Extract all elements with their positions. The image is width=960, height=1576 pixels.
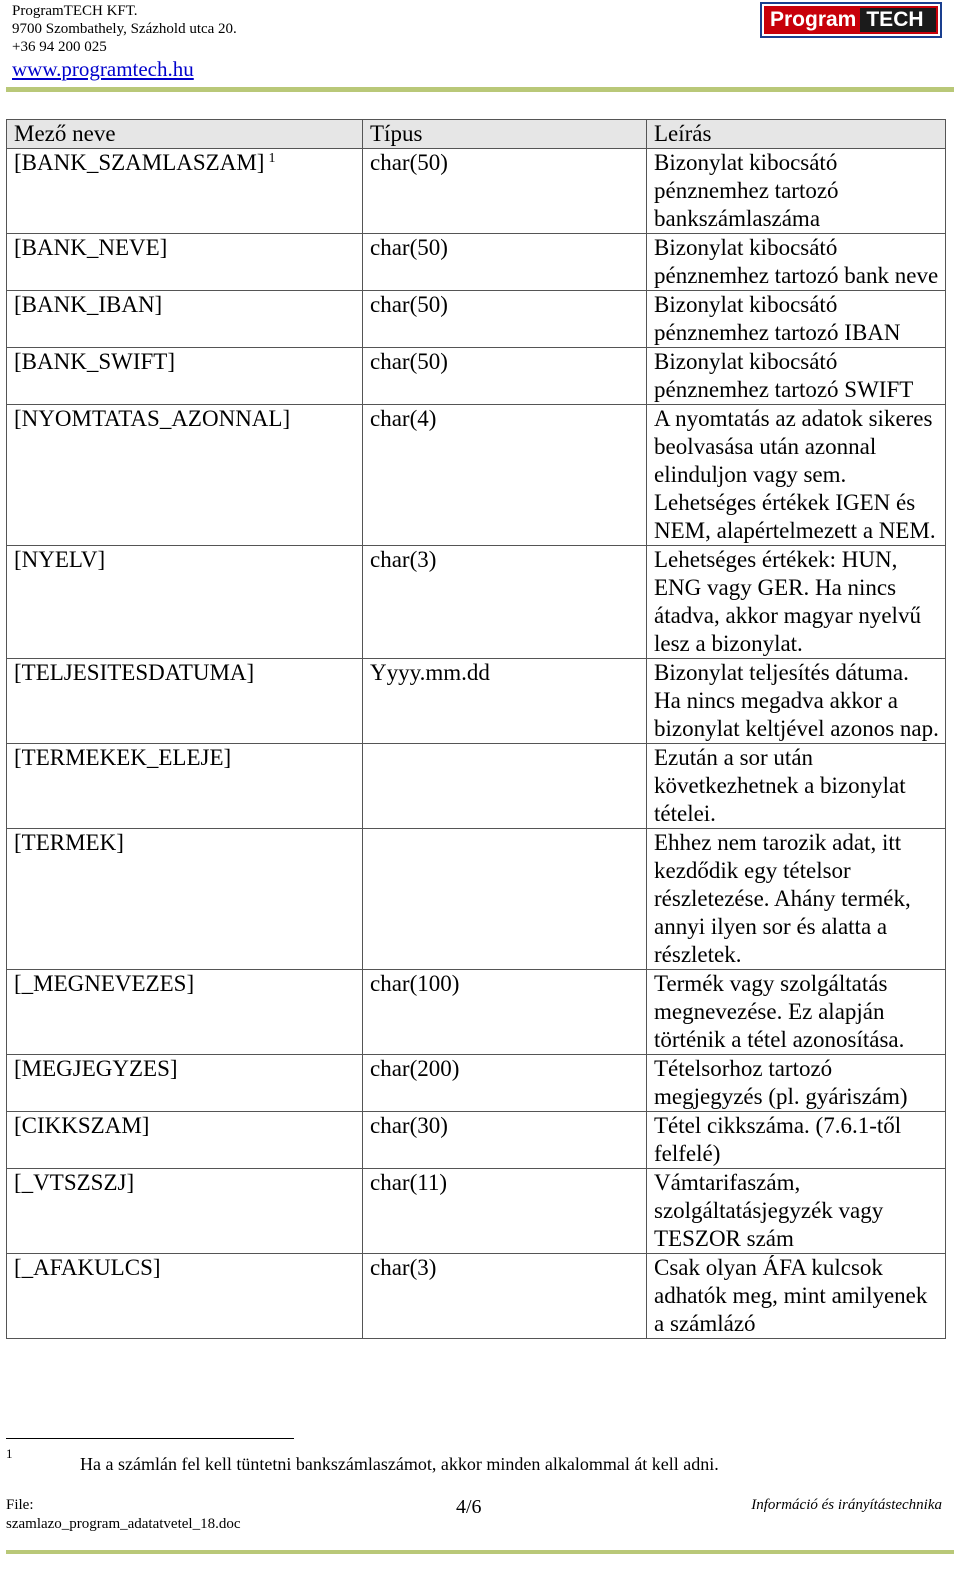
table-row: [7, 348, 946, 405]
field-name: [NYOMTATAS_AZONNAL]: [7, 405, 363, 546]
field-type: Yyyy.mm.dd: [363, 659, 647, 744]
field-type: char(100): [363, 970, 647, 1055]
field-description: Tétel cikkszáma. (7.6.1-től felfelé): [647, 1112, 946, 1169]
table-row: [7, 1112, 946, 1169]
field-table: [6, 119, 946, 1339]
footnote-divider: [6, 1438, 294, 1439]
field-name: [_AFAKULCS]: [7, 1254, 363, 1339]
field-description: Bizonylat teljesítés dátuma. Ha nincs megadva akkor a bizonylat keltjével azonos nap.: [647, 659, 946, 744]
company-header: [12, 2, 237, 82]
table-row: [7, 659, 946, 744]
page-number: 4/6: [456, 1496, 482, 1518]
field-description: Vámtarifaszám, szolgáltatásjegyzék vagy TESZOR szám: [647, 1169, 946, 1254]
logo-tech-text: TECH: [860, 8, 936, 32]
table-row: [7, 1254, 946, 1339]
field-name: [BANK_IBAN]: [7, 291, 363, 348]
field-type: char(3): [363, 546, 647, 659]
company-address: 9700 Szombathely, Százhold utca 20.: [12, 21, 237, 37]
table-row: [7, 546, 946, 659]
field-description: Bizonylat kibocsátó pénznemhez tartozó bankszámlaszáma: [647, 149, 946, 234]
table-row: [7, 1055, 946, 1112]
field-name: [NYELV]: [7, 546, 363, 659]
field-description: Bizonylat kibocsátó pénznemhez tartozó bank neve: [647, 234, 946, 291]
field-name: [BANK_SZAMLASZAM]: [14, 150, 265, 175]
field-description: Termék vagy szolgáltatás megnevezése. Ez alapján történik a tétel azonosítása.: [647, 970, 946, 1055]
table-row: [7, 291, 946, 348]
footer-divider: [6, 1550, 954, 1554]
logo-program-text: Program: [770, 8, 857, 31]
field-description: Ezután a sor után következhetnek a bizonylat tételei.: [647, 744, 946, 829]
table-row: [7, 234, 946, 291]
field-type: char(50): [363, 234, 647, 291]
footer-file-name: szamlazo_program_adatatvetel_18.doc: [6, 1516, 241, 1532]
table-row: [7, 405, 946, 546]
field-type: char(50): [363, 348, 647, 405]
field-name: [CIKKSZAM]: [7, 1112, 363, 1169]
field-type: char(4): [363, 405, 647, 546]
programtech-logo: [760, 2, 942, 38]
table-row: [7, 829, 946, 970]
field-description: Ehhez nem tarozik adat, itt kezdődik egy tételsor részletezése. Ahány termék, annyi ilyen sor és alatta a részletek.: [647, 829, 946, 970]
table-row: [7, 970, 946, 1055]
table-row: [7, 149, 946, 234]
field-description: A nyomtatás az adatok sikeres beolvasása után azonnal elinduljon vagy sem. Lehetséges értékek IGEN és NEM, alapértelmezett a NEM.: [647, 405, 946, 546]
field-name: [MEGJEGYZES]: [7, 1055, 363, 1112]
table-row: [7, 1169, 946, 1254]
field-type: char(50): [363, 291, 647, 348]
field-name-cell: [7, 149, 363, 234]
field-name: [TELJESITESDATUMA]: [7, 659, 363, 744]
field-name: [TERMEKEK_ELEJE]: [7, 744, 363, 829]
field-type: char(11): [363, 1169, 647, 1254]
field-type: [363, 744, 647, 829]
header-field-name: Mező neve: [7, 120, 363, 149]
table-header-row: [7, 120, 946, 149]
footer-tagline: Információ és irányítástechnika: [751, 1497, 942, 1513]
field-type: char(50): [363, 149, 647, 234]
field-description: Lehetséges értékek: HUN, ENG vagy GER. Ha nincs átadva, akkor magyar nyelvű lesz a bizonylat.: [647, 546, 946, 659]
table-row: [7, 744, 946, 829]
field-name: [_MEGNEVEZES]: [7, 970, 363, 1055]
footnote-mark: 1: [6, 1446, 13, 1461]
field-description: Bizonylat kibocsátó pénznemhez tartozó IBAN: [647, 291, 946, 348]
field-type: char(30): [363, 1112, 647, 1169]
company-phone: +36 94 200 025: [12, 39, 107, 55]
footer-file: [6, 1496, 241, 1534]
field-type: char(3): [363, 1254, 647, 1339]
field-name: [_VTSZSZJ]: [7, 1169, 363, 1254]
website-link[interactable]: www.programtech.hu: [12, 57, 194, 81]
field-description: Tételsorhoz tartozó megjegyzés (pl. gyáriszám): [647, 1055, 946, 1112]
header-type: Típus: [363, 120, 647, 149]
field-description: Bizonylat kibocsátó pénznemhez tartozó SWIFT: [647, 348, 946, 405]
footnote-reference[interactable]: 1: [268, 151, 276, 166]
footnote-text: Ha a számlán fel kell tüntetni bankszámlaszámot, akkor minden alkalommal át kell adni.: [80, 1454, 719, 1474]
field-type: [363, 829, 647, 970]
field-name: [TERMEK]: [7, 829, 363, 970]
field-name: [BANK_SWIFT]: [7, 348, 363, 405]
field-type: char(200): [363, 1055, 647, 1112]
header-description: Leírás: [647, 120, 946, 149]
field-description: Csak olyan ÁFA kulcsok adhatók meg, mint amilyenek a számlázó: [647, 1254, 946, 1339]
field-name: [BANK_NEVE]: [7, 234, 363, 291]
footer-file-label: File:: [6, 1497, 34, 1513]
header-divider: [6, 87, 954, 92]
company-name: ProgramTECH KFT.: [12, 3, 138, 19]
